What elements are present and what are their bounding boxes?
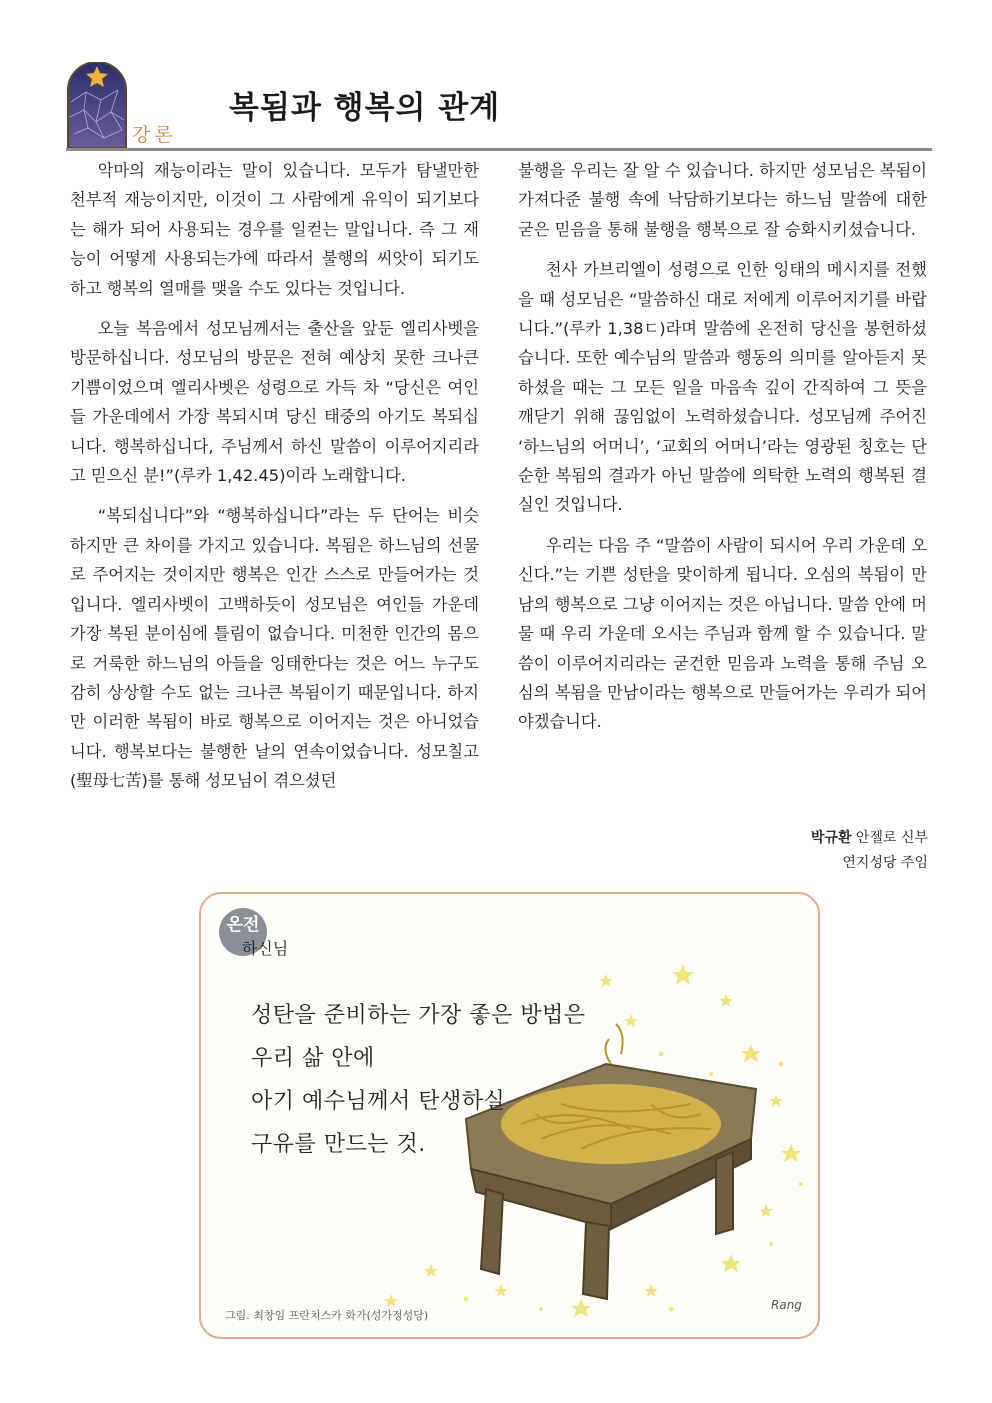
author-name: 박규환 [810,830,852,846]
quote-line: 성탄을 준비하는 가장 좋은 방법은 [251,1003,586,1028]
paragraph: 천사 가브리엘이 성령으로 인한 잉태의 메시지를 전했을 때 성모님은 “말씀하신 대로 저에게 이루어지기를 바랍니다.”(루카 1,38ㄷ)라며 말씀에 온전히 당신을 봉헌하셨습니다. 또한 예수님의 말씀과 행동의 의미를 알아듣지 못하셨을 때는 그 모든 일을 마음속 깊이 간직하여 그 뜻을 깨닫기 위해 끊임없이 노력하셨습니다. 성모님께 주어진 ‘하느님의 어머니’, ‘교회의 어머니’라는 영광된 칭호는 단순한 복됨의 결과가 아닌 말씀에 의탁한 노력의 행복된 결실인 것입니다. [518,260,927,515]
stained-glass-icon [66,62,128,148]
paragraph: 불행을 우리는 잘 알 수 있습니다. 하지만 성모님은 복됨이 가져다준 불행 속에 낙담하기보다는 하느님 말씀에 대한 굳은 믿음을 통해 불행을 행복으로 잘 승화시키셨습니다. [518,161,927,239]
quote-text [251,994,586,1166]
paragraph: 오늘 복음에서 성모님께서는 출산을 앞둔 엘리사벳을 방문하십니다. 성모님의 방문은 전혀 예상치 못한 크나큰 기쁨이었으며 엘리사벳은 성령으로 가득 차 “당신은 여인들 가운데에서 가장 복되시며 당신 태중의 아기도 복되십니다. 행복하십니다, 주님께서 하신 말씀이 이루어지리라고 믿으신 분!”(루카 1,42.45)이라 노래합니다. [70,319,479,486]
quote-line: 우리 삶 안에 [251,1046,375,1071]
page-title: 복됨과 행복의 관계 [229,90,501,126]
section-label: 강론 [132,124,177,146]
quote-line: 구유를 만드는 것. [251,1132,426,1157]
illustration-credit: 그림. 최창임 프란치스카 화가(성가정성당) [225,1309,429,1322]
badge-text-top: 온전 [226,915,260,935]
paragraph: 우리는 다음 주 “말씀이 사람이 되시어 우리 가운데 오신다.”는 기쁜 성탄을 맞이하게 됩니다. 오심의 복됨이 만남의 행복으로 그냥 이어지는 것은 아닙니다. 말씀 안에 머물 때 우리 가운데 오시는 주님과 함께 할 수 있습니다. 말씀이 이루어지리라는 굳건한 믿음과 노력을 통해 주님 오심의 복됨을 만남이라는 행복으로 만들어가는 우리가 되어야겠습니다. [518,535,927,732]
author-role: 안젤로 신부 [855,830,928,846]
badge-logo [213,904,305,960]
artist-signature: Rang [771,1298,802,1312]
author-parish: 연지성당 주임 [842,855,928,871]
article-column-left [70,156,479,807]
article-column-right [518,156,927,748]
paragraph: 악마의 재능이라는 말이 있습니다. 모두가 탐낼만한 천부적 재능이지만, 이것이 그 사람에게 유익이 되기보다는 해가 되어 사용되는 경우를 일컫는 말입니다. 즉 그 재능이 어떻게 사용되는가에 따라서 불행의 씨앗이 되기도 하고 행복의 열매를 맺을 수도 있다는 것입니다. [70,161,479,298]
header-divider [66,148,932,151]
quote-line: 아기 예수님께서 탄생하실 [251,1089,506,1114]
paragraph: “복되십니다”와 “행복하십니다”라는 두 단어는 비슷하지만 큰 차이를 가지고 있습니다. 복됨은 하느님의 선물로 주어지는 것이지만 행복은 인간 스스로 만들어가는 것입니다. 엘리사벳이 고백하듯이 성모님은 여인들 가운데 가장 복된 분이심에 틀림이 없습니다. 미천한 인간의 몸으로 거룩한 하느님의 아들을 잉태한다는 것은 어느 누구도 감히 상상할 수도 없는 크나큰 복됨이기 때문입니다. 하지만 이러한 복됨이 바로 행복으로 이어지는 것은 아니었습니다. 행복보다는 불행한 날의 연속이었습니다. 성모칠고(聖母七苦)를 통해 성모님이 겪으셨던 [70,506,479,791]
author-signature [811,826,928,876]
illustration-card [199,892,820,1339]
badge-text-bottom: 하신님 [241,939,289,958]
